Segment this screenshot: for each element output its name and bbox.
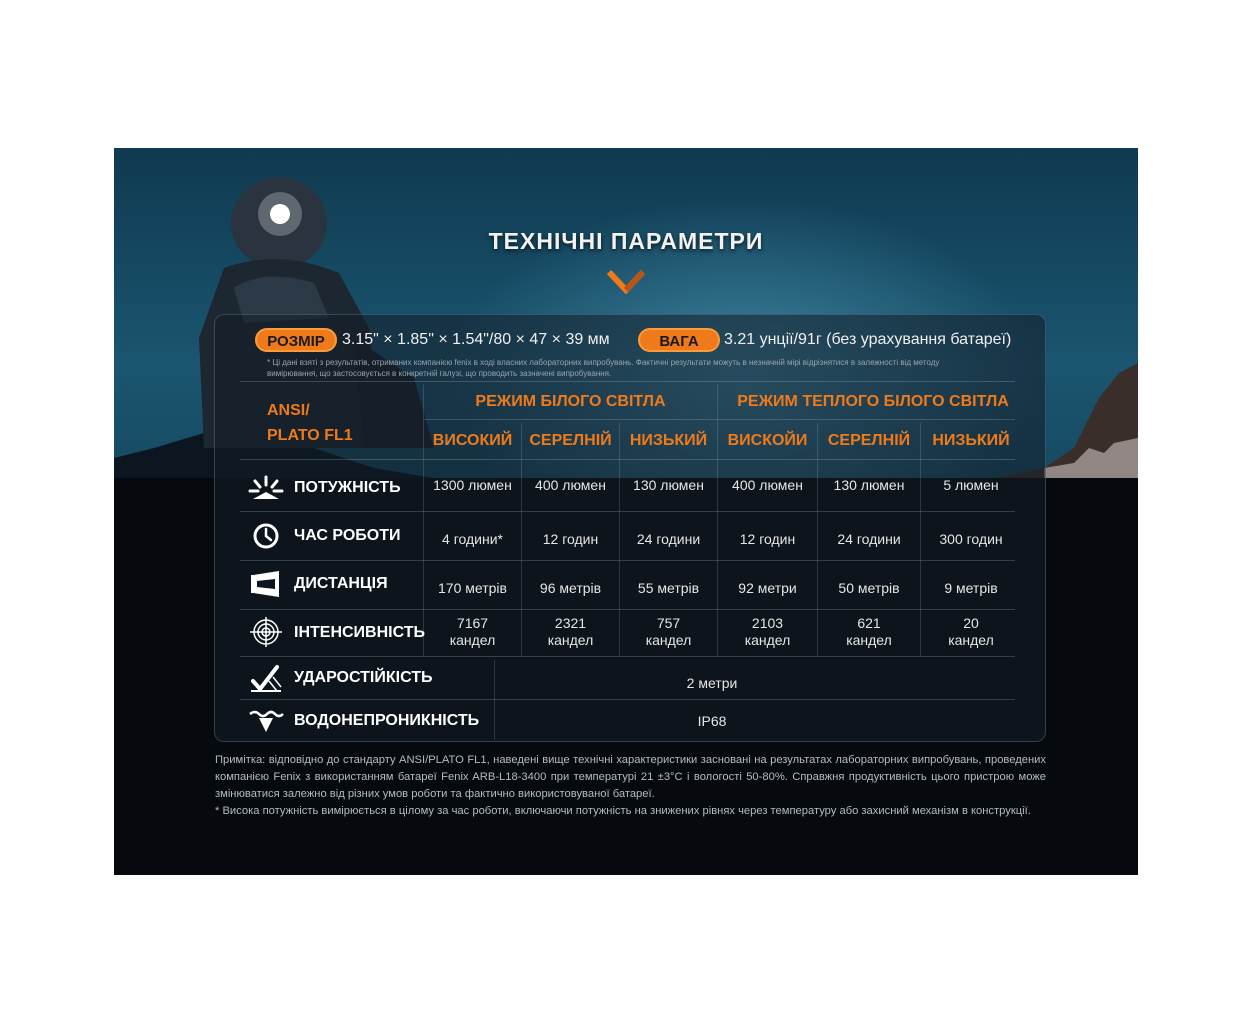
- beam-icon: [247, 569, 285, 599]
- standard-label-line2: PLATO FL1: [267, 427, 353, 444]
- table-cell: 50 метрів: [838, 580, 900, 596]
- table-cell: 400 люмен: [732, 477, 803, 493]
- table-cell: [818, 615, 920, 649]
- standard-label-line1: ANSI/: [267, 402, 310, 419]
- intensity-unit: кандел: [846, 632, 892, 648]
- table-cell: 130 люмен: [833, 477, 905, 493]
- mode-divider: [424, 419, 1015, 420]
- table-cell: 12 годин: [542, 531, 599, 547]
- row-divider: [240, 656, 1015, 657]
- table-cell: 12 годин: [739, 531, 796, 547]
- page-title: ТЕХНІЧНІ ПАРАМЕТРИ: [488, 228, 764, 254]
- intensity-value: 621: [857, 615, 881, 631]
- table-cell: 130 люмен: [633, 477, 704, 493]
- mode-white-header: РЕЖИМ БІЛОГО СВІТЛА: [475, 393, 666, 410]
- standard-label: [267, 398, 353, 448]
- table-cell: 400 люмен: [535, 477, 606, 493]
- row-label-runtime: ЧАС РОБОТИ: [294, 527, 401, 544]
- level-header: ВИСКОЙИ: [727, 432, 808, 449]
- footnote: [215, 752, 1046, 820]
- intensity-value: 757: [656, 615, 681, 631]
- table-cell: 4 години*: [442, 531, 503, 547]
- table-cell: 2 метри: [686, 675, 738, 691]
- intensity-value: 20: [963, 615, 979, 631]
- intensity-unit: кандел: [645, 632, 692, 648]
- table-cell: 170 метрів: [438, 580, 507, 596]
- intensity-value: 7167: [456, 615, 489, 631]
- table-cell: 1300 люмен: [433, 477, 512, 493]
- table-cell: 5 люмен: [943, 477, 999, 493]
- level-header: НИЗЬКИЙ: [932, 432, 1010, 449]
- size-value: 3.15" × 1.85" × 1.54"/80 × 47 × 39 мм: [342, 331, 610, 348]
- impact-icon: [247, 663, 285, 693]
- table-cell: 96 метрів: [539, 580, 602, 596]
- footnote-paragraph: Примітка: відповідно до стандарту ANSI/PLATO FL1, наведені вище технічні характеристики засновані на результатах лабораторних випробувань, проведених компанією Fenix з використанням батареї Fenix ARB-L18-3400 при температурі 21 ±3°C і вологості 50-80%. Справжня продуктивність цього пристрою може змінюватися залежно від різних умов роботи та фактично використовуваної батареї.: [215, 754, 1046, 800]
- table-cell: [620, 615, 717, 649]
- size-badge: РОЗМІР: [255, 328, 337, 352]
- water-icon: [247, 706, 285, 736]
- table-cell: [522, 615, 619, 649]
- lab-disclaimer: * Ці дані взяті з результатів, отриманих компанією fenix в ході власних лабораторних випробувань. Фактичні результати можуть в незначній мірі відрізнятися в залежності від методу вимірювання, що застосовується в конкретній галузі, що проводить зазначені випробування.: [267, 358, 940, 378]
- table-cell: 9 метрів: [944, 580, 998, 596]
- row-label-intensity: ІНТЕНСИВНІСТЬ: [294, 624, 426, 641]
- spec-banner: [114, 148, 1138, 875]
- row-divider: [240, 609, 1015, 610]
- table-cell: 55 метрів: [637, 580, 700, 596]
- table-cell: IP68: [697, 713, 727, 729]
- chevron-down-icon: [607, 268, 645, 294]
- intensity-unit: кандел: [744, 632, 791, 648]
- level-header: СЕРЕЛНІЙ: [827, 432, 911, 449]
- row-divider: [240, 699, 1015, 700]
- row-label-impact: УДАРОСТІЙКІСТЬ: [294, 669, 433, 686]
- table-cell: [921, 615, 1021, 649]
- intensity-value: 2103: [751, 615, 784, 631]
- table-top-border: [240, 381, 1015, 382]
- header-divider: [240, 459, 1015, 460]
- clock-icon: [247, 521, 285, 551]
- level-header: ВИСОКИЙ: [432, 432, 513, 449]
- intensity-value: 2321: [554, 615, 587, 631]
- burst-icon: [247, 473, 285, 503]
- table-cell: 24 години: [636, 531, 701, 547]
- footnote-paragraph: * Висока потужність вимірюється в цілому за час роботи, включаючи потужність на знижених рівнях через температуру або захисний механізм в конструкції.: [215, 805, 1031, 817]
- intensity-unit: кандел: [948, 632, 994, 648]
- table-cell: 24 години: [837, 531, 901, 547]
- table-cell: 92 метри: [738, 580, 797, 596]
- table-cell: [424, 615, 521, 649]
- table-cell: 300 годин: [939, 531, 1003, 547]
- target-icon: [247, 617, 285, 647]
- row-label-output: ПОТУЖНІСТЬ: [294, 479, 401, 496]
- intensity-unit: кандел: [449, 632, 496, 648]
- intensity-unit: кандел: [547, 632, 594, 648]
- mode-warm-header: РЕЖИМ ТЕПЛОГО БІЛОГО СВІТЛА: [737, 393, 1009, 410]
- row-label-waterproof: ВОДОНЕПРОНИКНІСТЬ: [294, 712, 480, 729]
- level-header: НИЗЬКИЙ: [629, 432, 708, 449]
- table-cell: [718, 615, 817, 649]
- row-divider: [240, 511, 1015, 512]
- row-label-distance: ДИСТАНЦІЯ: [294, 575, 388, 592]
- row-divider: [240, 560, 1015, 561]
- weight-badge: ВАГА: [638, 328, 720, 352]
- level-header: СЕРЕЛНІЙ: [529, 432, 612, 449]
- weight-value: 3.21 унції/91г (без урахування батареї): [724, 331, 1012, 348]
